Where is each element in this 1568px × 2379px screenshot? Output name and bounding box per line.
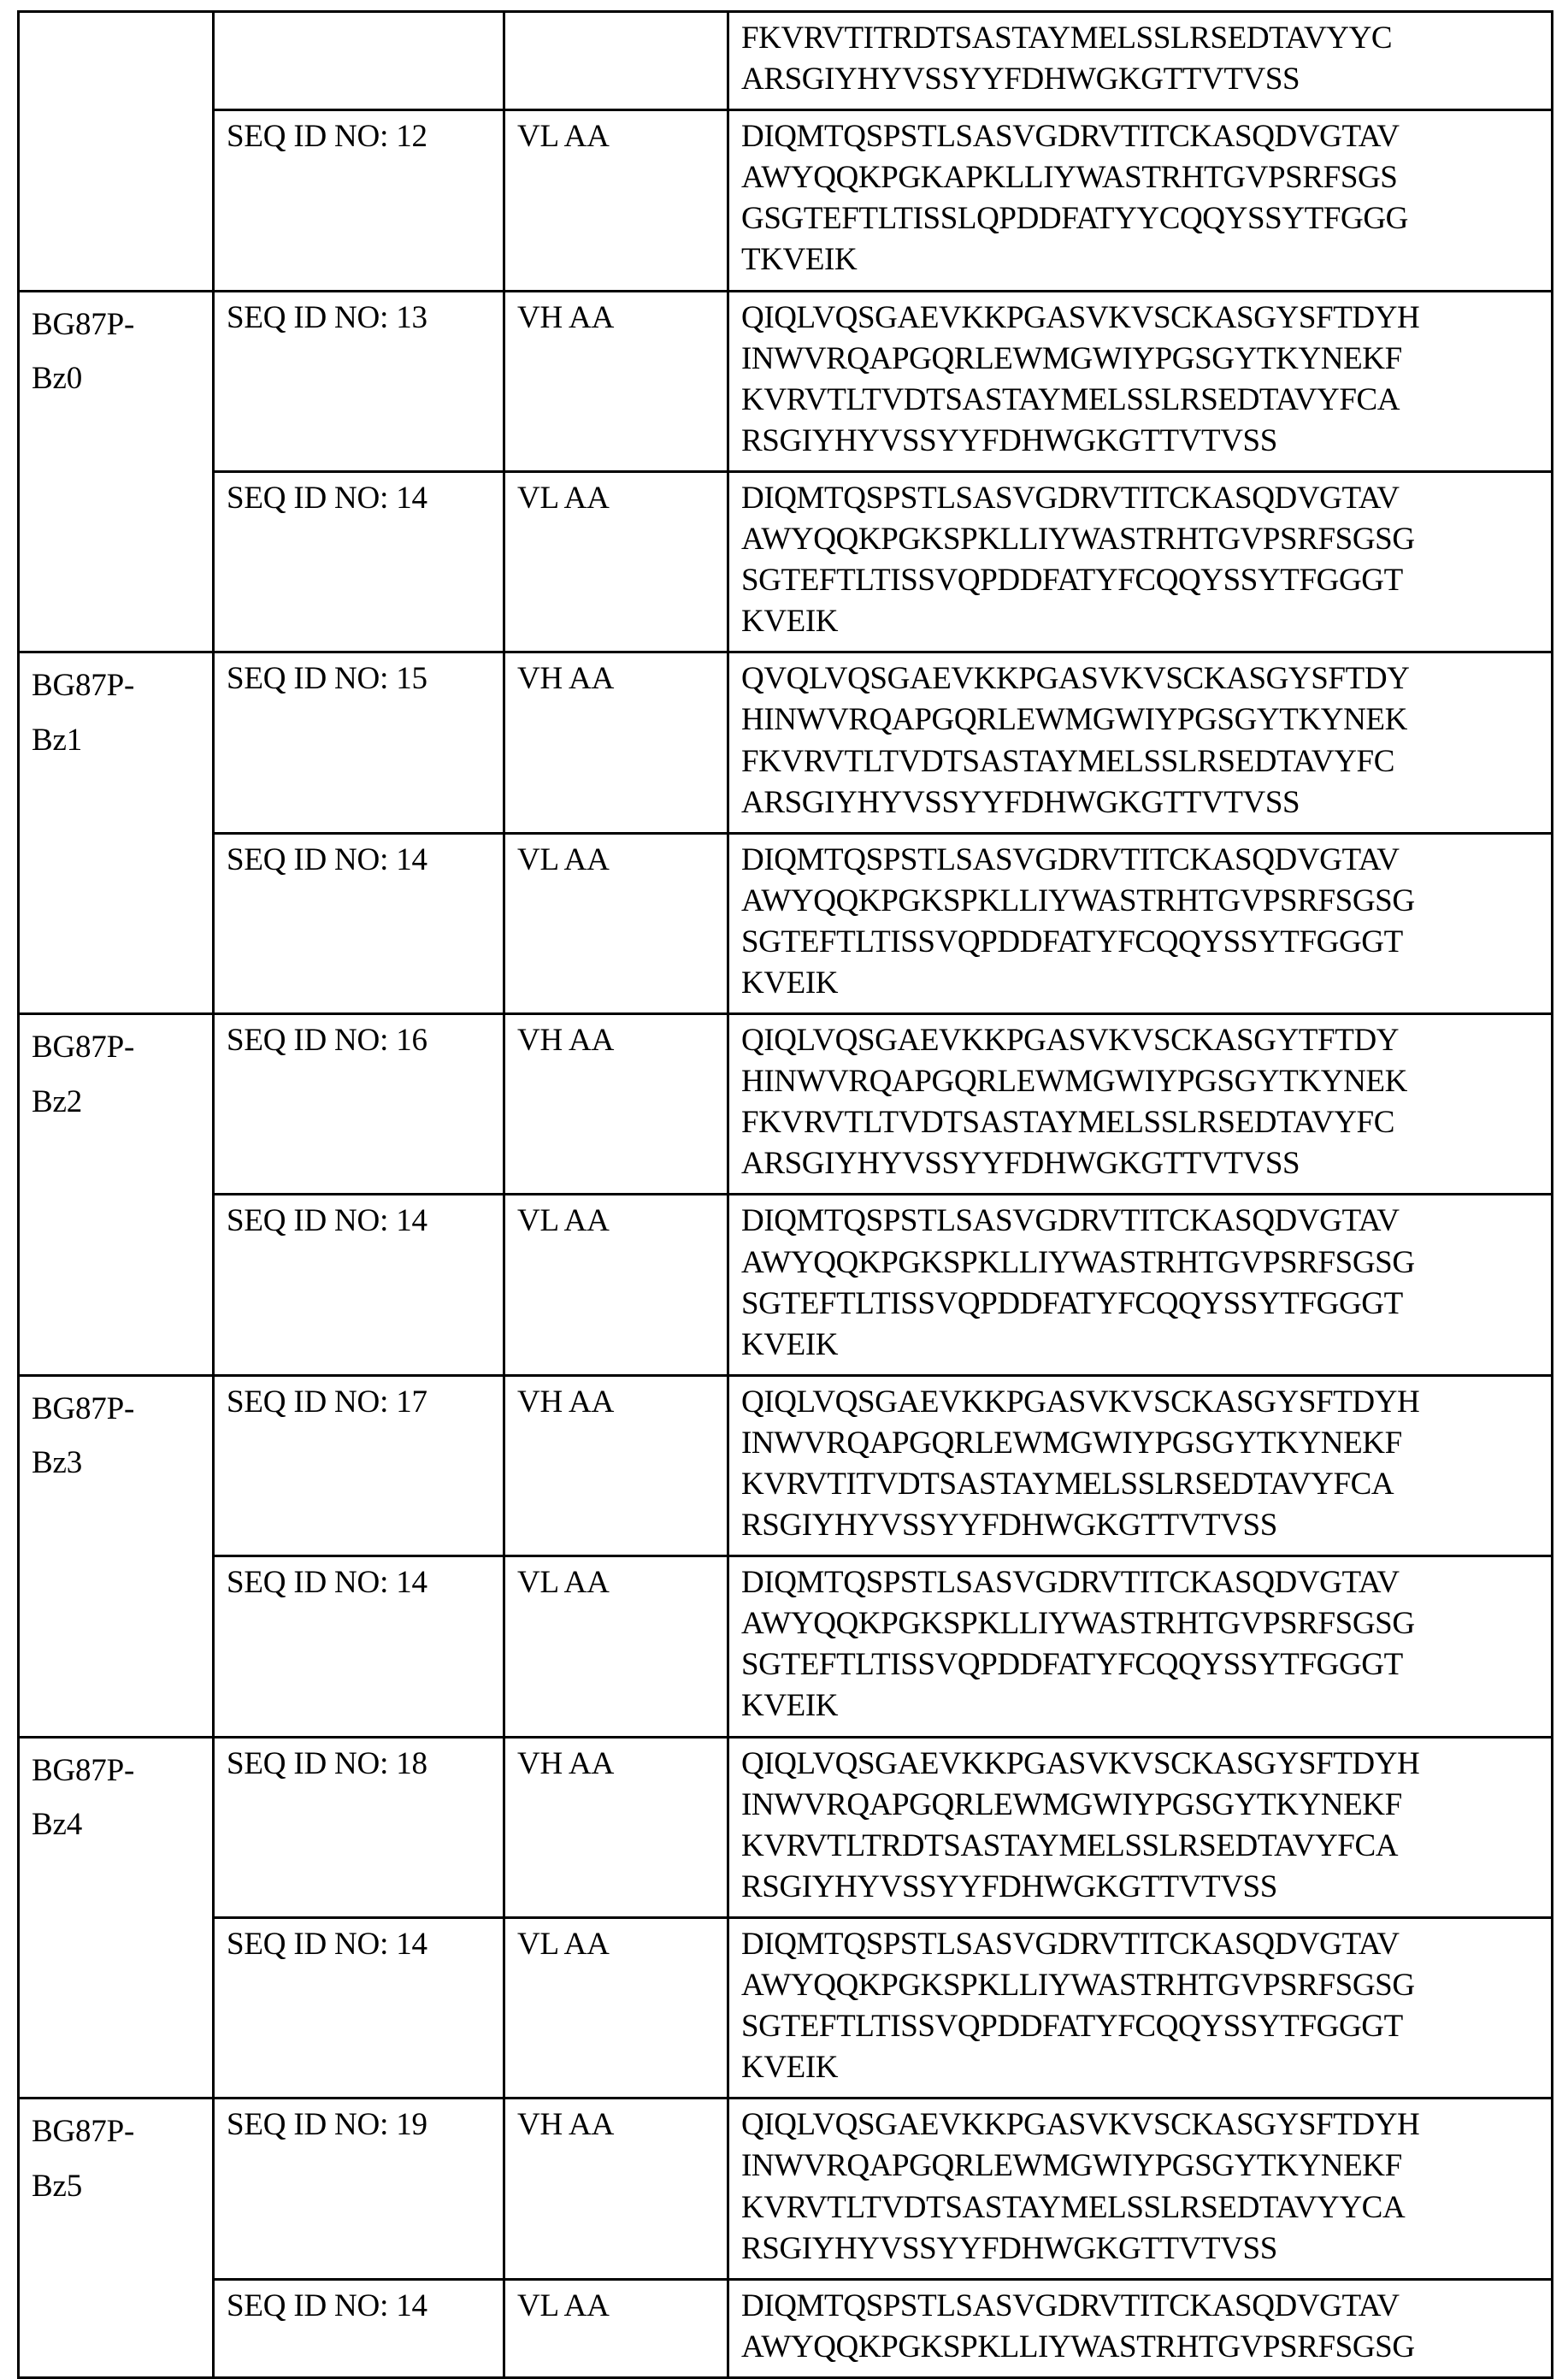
sequence-text: DIQMTQSPSTLSASVGDRVTITCKASQDVGTAV AWYQQKPGKSPKLLIYWASTRHTGVPSRFSGSG SGTEFTLTISSVQPDDFATYFCQQYSSYTFGGGT KVEIK — [741, 1203, 1415, 1362]
chain-type-cell: VH AA — [504, 2099, 728, 2279]
chain-type-cell: VH AA — [504, 1014, 728, 1195]
table-row — [19, 652, 1553, 833]
seq-id-cell: SEQ ID NO: 14 — [214, 471, 504, 652]
sequence-cell — [728, 12, 1553, 110]
sequence-text: FKVRVTITRDTSASTAYMELSSLRSEDTAVYYC ARSGIYHYVSSYYFDHWGKGTTVTVSS — [741, 21, 1393, 97]
table-row — [19, 1375, 1553, 1556]
seq-id-cell: SEQ ID NO: 15 — [214, 652, 504, 833]
table-row — [19, 1014, 1553, 1195]
sequence-cell — [728, 1556, 1553, 1737]
sequence-cell — [728, 652, 1553, 833]
seq-id-cell: SEQ ID NO: 13 — [214, 291, 504, 471]
antibody-name-cell — [19, 1014, 214, 1376]
sequence-cell — [728, 110, 1553, 291]
sequence-cell — [728, 471, 1553, 652]
table-row — [19, 1556, 1553, 1737]
chain-type-cell: VL AA — [504, 1556, 728, 1737]
antibody-name-cell — [19, 1375, 214, 1737]
table-row — [19, 2279, 1553, 2377]
sequence-text: QIQLVQSGAEVKKPGASVKVSCKASGYSFTDYH INWVRQAPGQRLEWMGWIYPGSGYTKYNEKF KVRVTLTVDTSASTAYMELSSLRSEDTAVYYCA RSGIYHYVSSYYFDHWGKGTTVTVSS — [741, 2107, 1420, 2266]
chain-type-cell: VL AA — [504, 1195, 728, 1375]
antibody-name-cell — [19, 2099, 214, 2378]
sequence-cell — [728, 1014, 1553, 1195]
sequence-cell — [728, 2099, 1553, 2279]
sequence-cell — [728, 2279, 1553, 2377]
antibody-name: BG87P- Bz2 — [32, 1030, 135, 1119]
seq-id-cell — [214, 12, 504, 110]
seq-id-cell: SEQ ID NO: 14 — [214, 2279, 504, 2377]
sequence-cell — [728, 291, 1553, 471]
sequence-listing-table — [17, 10, 1553, 2379]
sequence-cell — [728, 1375, 1553, 1556]
chain-type-cell: VH AA — [504, 1375, 728, 1556]
sequence-cell — [728, 1917, 1553, 2098]
seq-id-cell: SEQ ID NO: 19 — [214, 2099, 504, 2279]
sequence-cell — [728, 1195, 1553, 1375]
antibody-name: BG87P- Bz0 — [32, 306, 135, 397]
chain-type-cell — [504, 12, 728, 110]
chain-type-cell: VL AA — [504, 110, 728, 291]
antibody-name: BG87P- Bz5 — [32, 2114, 135, 2204]
table-row — [19, 1917, 1553, 2098]
table-row — [19, 2099, 1553, 2279]
table-row — [19, 833, 1553, 1013]
sequence-text: DIQMTQSPSTLSASVGDRVTITCKASQDVGTAV AWYQQKPGKSPKLLIYWASTRHTGVPSRFSGSG SGTEFTLTISSVQPDDFATYFCQQYSSYTFGGGT KVEIK — [741, 841, 1415, 1001]
sequence-cell — [728, 1737, 1553, 1917]
sequence-text: DIQMTQSPSTLSASVGDRVTITCKASQDVGTAV AWYQQKPGKSPKLLIYWASTRHTGVPSRFSGSG SGTEFTLTISSVQPDDFATYFCQQYSSYTFGGGT KVEIK — [741, 480, 1415, 640]
sequence-text: DIQMTQSPSTLSASVGDRVTITCKASQDVGTAV AWYQQKPGKSPKLLIYWASTRHTGVPSRFSGSG SGTEFTLTISSVQPDDFATYFCQQYSSYTFGGGT KVEIK — [741, 1926, 1415, 2086]
chain-type-cell: VH AA — [504, 1737, 728, 1917]
table-body — [19, 12, 1553, 2378]
sequence-text: QIQLVQSGAEVKKPGASVKVSCKASGYSFTDYH INWVRQAPGQRLEWMGWIYPGSGYTKYNEKF KVRVTLTRDTSASTAYMELSSLRSEDTAVYFCA RSGIYHYVSSYYFDHWGKGTTVTVSS — [741, 1745, 1420, 1904]
seq-id-cell: SEQ ID NO: 17 — [214, 1375, 504, 1556]
antibody-name: BG87P- Bz3 — [32, 1390, 135, 1481]
chain-type-cell: VL AA — [504, 833, 728, 1013]
sequence-text: DIQMTQSPSTLSASVGDRVTITCKASQDVGTAV AWYQQKPGKAPKLLIYWASTRHTGVPSRFSGS GSGTEFTLTISSLQPDDFATYYCQQYSSYTFGGG TKVEIK — [741, 119, 1408, 278]
chain-type-cell: VH AA — [504, 291, 728, 471]
chain-type-cell: VL AA — [504, 471, 728, 652]
sequence-text: QVQLVQSGAEVKKPGASVKVSCKASGYSFTDY HINWVRQAPGQRLEWMGWIYPGSGYTKYNEK FKVRVTLTVDTSASTAYMELSSLRSEDTAVYFC ARSGIYHYVSSYYFDHWGKGTTVTVSS — [741, 661, 1410, 820]
sequence-cell — [728, 833, 1553, 1013]
table-row — [19, 471, 1553, 652]
seq-id-cell: SEQ ID NO: 14 — [214, 1195, 504, 1375]
antibody-name: BG87P- Bz1 — [32, 668, 135, 758]
chain-type-cell: VL AA — [504, 2279, 728, 2377]
sequence-text: QIQLVQSGAEVKKPGASVKVSCKASGYSFTDYH INWVRQAPGQRLEWMGWIYPGSGYTKYNEKF KVRVTLTVDTSASTAYMELSSLRSEDTAVYFCA RSGIYHYVSSYYFDHWGKGTTVTVSS — [741, 299, 1420, 458]
sequence-text: QIQLVQSGAEVKKPGASVKVSCKASGYSFTDYH INWVRQAPGQRLEWMGWIYPGSGYTKYNEKF KVRVTITVDTSASTAYMELSSLRSEDTAVYFCA RSGIYHYVSSYYFDHWGKGTTVTVSS — [741, 1384, 1420, 1544]
table-row — [19, 1195, 1553, 1375]
sequence-text: DIQMTQSPSTLSASVGDRVTITCKASQDVGTAV AWYQQKPGKSPKLLIYWASTRHTGVPSRFSGSG SGTEFTLTISSVQPDDFATYFCQQYSSYTFGGGT KVEIK — [741, 1565, 1415, 1724]
table-row — [19, 291, 1553, 471]
sequence-text: QIQLVQSGAEVKKPGASVKVSCKASGYTFTDY HINWVRQAPGQRLEWMGWIYPGSGYTKYNEK FKVRVTLTVDTSASTAYMELSSLRSEDTAVYFC ARSGIYHYVSSYYFDHWGKGTTVTVSS — [741, 1023, 1407, 1182]
antibody-name: BG87P- Bz4 — [32, 1752, 135, 1843]
table-row — [19, 1737, 1553, 1917]
antibody-name-cell — [19, 652, 214, 1014]
sequence-text: DIQMTQSPSTLSASVGDRVTITCKASQDVGTAV AWYQQKPGKSPKLLIYWASTRHTGVPSRFSGSG — [741, 2288, 1415, 2364]
seq-id-cell: SEQ ID NO: 16 — [214, 1014, 504, 1195]
table-row — [19, 110, 1553, 291]
seq-id-cell: SEQ ID NO: 14 — [214, 833, 504, 1013]
seq-id-cell: SEQ ID NO: 12 — [214, 110, 504, 291]
document-page — [0, 10, 1568, 2364]
antibody-name-cell — [19, 291, 214, 652]
table-row — [19, 12, 1553, 110]
antibody-name-cell — [19, 12, 214, 292]
antibody-name-cell — [19, 1737, 214, 2099]
chain-type-cell: VH AA — [504, 652, 728, 833]
seq-id-cell: SEQ ID NO: 14 — [214, 1917, 504, 2098]
seq-id-cell: SEQ ID NO: 14 — [214, 1556, 504, 1737]
chain-type-cell: VL AA — [504, 1917, 728, 2098]
seq-id-cell: SEQ ID NO: 18 — [214, 1737, 504, 1917]
